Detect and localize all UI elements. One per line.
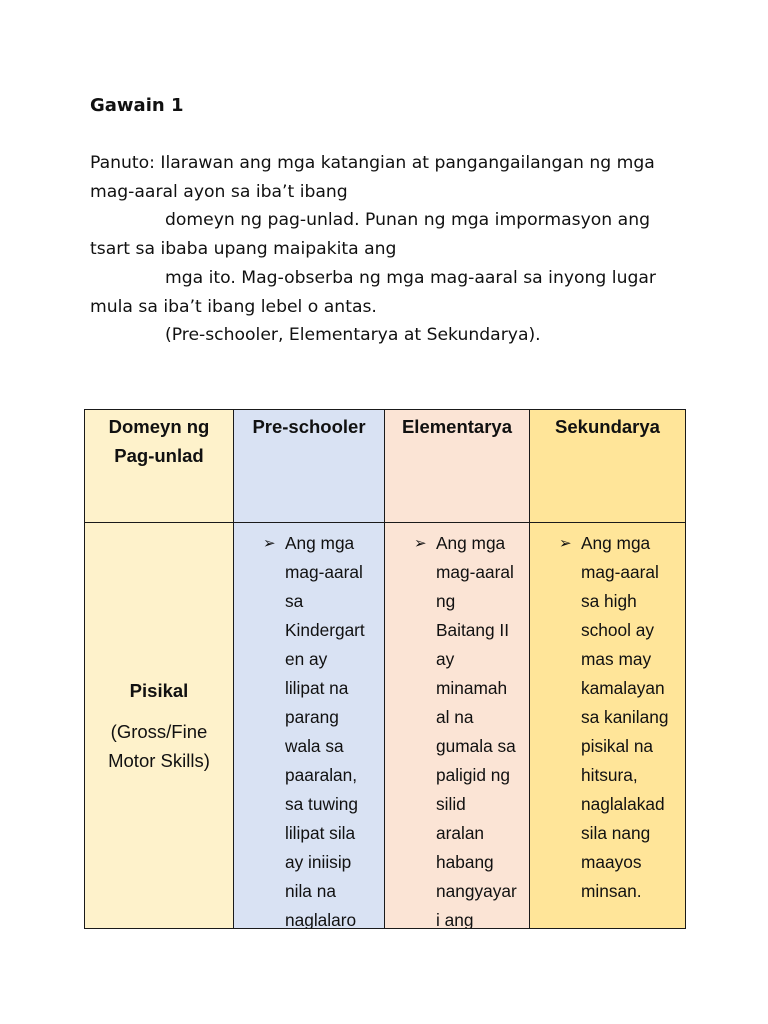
elementarya-cell — [385, 523, 530, 929]
cell-text-line: nila na — [285, 881, 336, 901]
cell-text-line: kamalayan — [581, 678, 665, 698]
arrow-bullet-icon: ➢ — [414, 535, 427, 552]
cell-text-line: hitsura, — [581, 765, 638, 785]
cell-text-line: school ay — [581, 620, 655, 640]
cell-text-line: nangyayar — [436, 881, 517, 901]
cell-text-line: aralan — [436, 823, 485, 843]
instruction-line: (Pre-schooler, Elementarya at Sekundarya). — [165, 325, 541, 346]
arrow-bullet-icon: ➢ — [559, 535, 572, 552]
cell-text-line: Kindergart — [285, 620, 365, 640]
cell-text-line: paaralan, — [285, 765, 358, 785]
cell-text-line: en ay — [285, 649, 328, 669]
instruction-line: mag-aaral ayon sa iba’t ibang — [90, 181, 348, 202]
instruction-line: Panuto: Ilarawan ang mga katangian at pangangailangan ng mga — [90, 153, 655, 173]
cell-text-line: Ang mga — [285, 533, 355, 553]
header-preschooler-label: Pre-schooler — [252, 416, 366, 437]
cell-text-line: pisikal na — [581, 736, 654, 756]
page-title: Gawain 1 — [90, 95, 184, 116]
instructions — [90, 149, 680, 350]
cell-text-line: parang — [285, 707, 339, 727]
instruction-line: tsart sa ibaba upang maipakita ang — [90, 239, 397, 260]
cell-text-line: ay iniisip — [285, 852, 352, 872]
preschooler-bullet-item — [234, 523, 384, 928]
header-sekundarya-cell — [530, 410, 686, 523]
cell-text-line: mag-aaral — [285, 562, 363, 582]
preschooler-cell — [234, 523, 385, 929]
cell-text-line: silid — [436, 794, 466, 814]
development-chart-table — [84, 409, 686, 929]
cell-text-line: ay — [436, 649, 455, 669]
header-domain-cell — [85, 410, 234, 523]
cell-text-line: paligid ng — [436, 765, 510, 785]
arrow-bullet-icon: ➢ — [263, 535, 276, 552]
cell-text-line: Baitang II — [436, 620, 510, 640]
header-domain-line: Domeyn ng — [108, 416, 210, 437]
cell-text-line: minamah — [436, 678, 508, 698]
cell-text-line: Ang mga — [436, 533, 506, 553]
domain-name: Pisikal — [129, 680, 189, 701]
header-domain-line: Pag-unlad — [114, 445, 204, 466]
cell-text-line: mas may — [581, 649, 652, 669]
cell-text-line: i ang — [436, 910, 474, 928]
cell-text-line: sa high — [581, 591, 637, 611]
domain-sub-line: Motor Skills) — [108, 750, 210, 771]
cell-text-line: sa kanilang — [581, 707, 669, 727]
cell-text-line: lilipat sila — [285, 823, 356, 843]
domain-sub-line: (Gross/Fine — [110, 721, 208, 742]
table-row — [85, 523, 686, 929]
cell-text-line: ng — [436, 591, 456, 611]
header-elementarya-label: Elementarya — [401, 416, 513, 437]
cell-text-line: al na — [436, 707, 474, 727]
cell-text-line: mag-aaral — [436, 562, 514, 582]
instruction-line: domeyn ng pag-unlad. Punan ng mga impormasyon ang — [165, 210, 650, 231]
header-elementarya-cell — [385, 410, 530, 523]
cell-text-line: naglalaro — [285, 910, 357, 928]
cell-text-line: sa — [285, 591, 304, 611]
sekundarya-cell — [530, 523, 686, 929]
cell-text-line: wala sa — [285, 736, 344, 756]
instruction-line: mula sa iba’t ibang lebel o antas. — [90, 296, 377, 317]
cell-text-line: gumala sa — [436, 736, 516, 756]
elementarya-bullet-item — [385, 523, 529, 928]
cell-text-line: minsan. — [581, 881, 642, 901]
cell-text-line: lilipat na — [285, 678, 349, 698]
cell-text-line: Ang mga — [581, 533, 651, 553]
sekundarya-bullet-item — [530, 523, 685, 928]
cell-text-line: maayos — [581, 852, 642, 872]
header-sekundarya-label: Sekundarya — [555, 416, 660, 437]
domain-cell-pisikal — [85, 523, 234, 929]
cell-text-line: mag-aaral — [581, 562, 659, 582]
cell-text-line: habang — [436, 852, 494, 872]
instruction-line: mga ito. Mag-obserba ng mga mag-aaral sa inyong lugar — [165, 267, 656, 288]
cell-text-line: sa tuwing — [285, 794, 359, 814]
cell-text-line: naglalakad — [581, 794, 665, 814]
header-preschooler-cell — [234, 410, 385, 523]
cell-text-line: sila nang — [581, 823, 651, 843]
table-header-row — [85, 410, 686, 523]
